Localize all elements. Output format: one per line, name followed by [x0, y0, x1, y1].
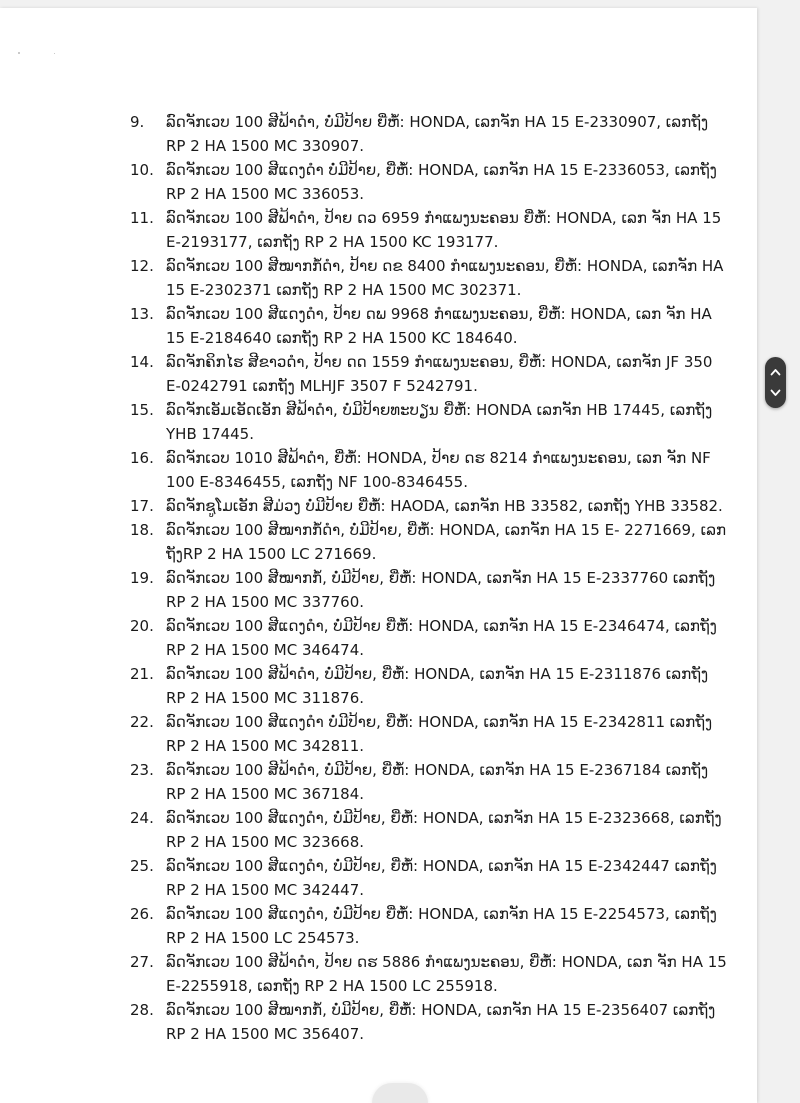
document-page: [0, 8, 757, 1103]
list-item: [130, 350, 730, 398]
list-item: [130, 806, 730, 854]
vehicle-list: [130, 110, 730, 1046]
item-text: ລົດຈັກເອັມເອັດເອັກ ສີຟ້າດຳ, ບໍ່ມີປ້າຍທະບຽນ ຍີ່ຫໍ້: HONDA ເລກຈັກ HB 17445, ເລກຖັງ YHB 17445.: [166, 401, 713, 443]
list-item: [130, 110, 730, 158]
fast-scroll-handle[interactable]: [765, 357, 786, 408]
item-text: ລົດຈັກຊູໂມເອັກ ສີມ່ວງ ບໍ່ມີປ້າຍ ຍີ່ຫໍ້: HAODA, ເລກຈັກ HB 33582, ເລກຖັງ YHB 33582.: [166, 497, 723, 515]
item-number: 24.: [130, 809, 154, 827]
item-number: 18.: [130, 521, 154, 539]
item-number: 27.: [130, 953, 154, 971]
list-item: [130, 446, 730, 494]
item-text: ລົດຈັກເວບ 100 ສີໝາກກໍ້, ບໍ່ມີປ້າຍ, ຍີ່ຫໍ້: HONDA, ເລກຈັກ HA 15 E-2337760 ເລກຖັງ RP 2 HA 1500 MC 337760.: [166, 569, 716, 611]
item-text: ລົດຈັກເວບ 100 ສີຟ້າດຳ, ບໍ່ມີປ້າຍ, ຍີ່ຫໍ້: HONDA, ເລກຈັກ HA 15 E-2311876 ເລກຖັງ RP 2 HA 1500 MC 311876.: [166, 665, 709, 707]
item-text: ລົດຈັກເວບ 100 ສີໝາກກໍ້ດຳ, ບໍ່ມີປ້າຍ, ຍີ່ຫໍ້: HONDA, ເລກຈັກ HA 15 E- 2271669, ເລກ ຖັງRP 2 HA 1500 LC 271669.: [166, 521, 727, 563]
list-item: [130, 158, 730, 206]
list-item: [130, 998, 730, 1046]
item-text: ລົດຈັກເວບ 100 ສີແດງດຳ, ບໍ່ມີປ້າຍ ຍີ່ຫໍ້: HONDA, ເລກຈັກ HA 15 E-2346474, ເລກຖັງ RP 2 HA 1500 MC 346474.: [166, 617, 717, 659]
scan-speck: [18, 52, 20, 54]
list-item: [130, 494, 730, 518]
item-text: ລົດຈັກເວບ 100 ສີແດງດຳ, ບໍ່ມີປ້າຍ ຍີ່ຫໍ້: HONDA, ເລກຈັກ HA 15 E-2254573, ເລກຖັງ RP 2 HA 1500 LC 254573.: [166, 905, 717, 947]
item-text: ລົດຈັກຄິກໄຮ ສີຂາວດຳ, ປ້າຍ ດດ 1559 ກຳແພງນະຄອນ, ຍີ່ຫໍ້: HONDA, ເລກຈັກ JF 350 E-0242791 ເລກຖັງ MLHJF 3507 F 5242791.: [166, 353, 713, 395]
item-number: 19.: [130, 569, 154, 587]
list-item: [130, 854, 730, 902]
list-item: [130, 518, 730, 566]
item-text: ລົດຈັກເວບ 100 ສີຟ້າດຳ, ປ້າຍ ດວ 6959 ກຳແພງນະຄອນ ຍີ່ຫໍ້: HONDA, ເລກ ຈັກ HA 15 E-2193177, ເລກຖັງ RP 2 HA 1500 KC 193177.: [166, 209, 722, 251]
item-text: ລົດຈັກເວບ 100 ສີຟ້າດຳ, ປ້າຍ ດຮ 5886 ກຳແພງນະຄອນ, ຍີ່ຫໍ້: HONDA, ເລກ ຈັກ HA 15 E-2255918, ເລກຖັງ RP 2 HA 1500 LC 255918.: [166, 953, 727, 995]
item-number: 16.: [130, 449, 154, 467]
item-number: 10.: [130, 161, 154, 179]
item-number: 21.: [130, 665, 154, 683]
item-number: 22.: [130, 713, 154, 731]
list-item: [130, 206, 730, 254]
list-item: [130, 254, 730, 302]
list-item: [130, 710, 730, 758]
item-text: ລົດຈັກເວບ 100 ສີແດງດຳ ບໍ່ມີປ້າຍ, ຍີ່ຫໍ້: HONDA, ເລກຈັກ HA 15 E-2342811 ເລກຖັງ RP 2 HA 1500 MC 342811.: [166, 713, 713, 755]
list-item: [130, 902, 730, 950]
item-number: 20.: [130, 617, 154, 635]
chevron-down-icon: [770, 389, 781, 397]
list-item: [130, 398, 730, 446]
item-number: 12.: [130, 257, 154, 275]
scan-speck: [54, 53, 55, 54]
item-text: ລົດຈັກເວບ 100 ສີໝາກກໍ້, ບໍ່ມີປ້າຍ, ຍີ່ຫໍ້: HONDA, ເລກຈັກ HA 15 E-2356407 ເລກຖັງ RP 2 HA 1500 MC 356407.: [166, 1001, 716, 1043]
page-nav-button[interactable]: [372, 1083, 428, 1103]
item-text: ລົດຈັກເວບ 100 ສີແດງດຳ, ບໍ່ມີປ້າຍ, ຍີ່ຫໍ້: HONDA, ເລກຈັກ HA 15 E-2323668, ເລກຖັງ RP 2 HA 1500 MC 323668.: [166, 809, 722, 851]
item-number: 11.: [130, 209, 154, 227]
list-item: [130, 302, 730, 350]
chevron-up-icon: [770, 368, 781, 376]
item-number: 26.: [130, 905, 154, 923]
list-item: [130, 614, 730, 662]
list-item: [130, 566, 730, 614]
list-item: [130, 758, 730, 806]
item-text: ລົດຈັກເວບ 100 ສີຟ້າດຳ, ບໍ່ມີປ້າຍ, ຍີ່ຫໍ້: HONDA, ເລກຈັກ HA 15 E-2367184 ເລກຖັງ RP 2 HA 1500 MC 367184.: [166, 761, 709, 803]
item-number: 28.: [130, 1001, 154, 1019]
list-item: [130, 662, 730, 710]
item-number: 13.: [130, 305, 154, 323]
item-number: 15.: [130, 401, 154, 419]
item-number: 23.: [130, 761, 154, 779]
item-text: ລົດຈັກເວບ 100 ສີແດງດຳ, ປ້າຍ ດພ 9968 ກຳແພງນະຄອນ, ຍີ່ຫໍ້: HONDA, ເລກ ຈັກ HA 15 E-2184640 ເລກຖັງ RP 2 HA 1500 KC 184640.: [166, 305, 712, 347]
item-text: ລົດຈັກເວບ 1010 ສີຟ້າດຳ, ຍີ່ຫໍ້: HONDA, ປ້າຍ ດຮ 8214 ກຳແພງນະຄອນ, ເລກ ຈັກ NF 100 E-8346455, ເລກຖັງ NF 100-8346455.: [166, 449, 711, 491]
item-text: ລົດຈັກເວບ 100 ສີແດງດຳ, ບໍ່ມີປ້າຍ, ຍີ່ຫໍ້: HONDA, ເລກຈັກ HA 15 E-2342447 ເລກຖັງ RP 2 HA 1500 MC 342447.: [166, 857, 717, 899]
item-number: 9.: [130, 113, 145, 131]
item-text: ລົດຈັກເວບ 100 ສີແດງດຳ ບໍ່ມີປ້າຍ, ຍີ່ຫໍ້: HONDA, ເລກຈັກ HA 15 E-2336053, ເລກຖັງ RP 2 HA 1500 MC 336053.: [166, 161, 717, 203]
item-number: 17.: [130, 497, 154, 515]
item-number: 25.: [130, 857, 154, 875]
list-item: [130, 950, 730, 998]
item-text: ລົດຈັກເວບ 100 ສີໝາກກໍ້ດຳ, ປ້າຍ ດຂ 8400 ກຳແພງນະຄອນ, ຍີ່ຫໍ້: HONDA, ເລກຈັກ HA 15 E-2302371 ເລກຖັງ RP 2 HA 1500 MC 302371.: [166, 257, 724, 299]
item-number: 14.: [130, 353, 154, 371]
item-text: ລົດຈັກເວບ 100 ສີຟ້າດຳ, ບໍ່ມີປ້າຍ ຍີ່ຫໍ້: HONDA, ເລກຈັກ HA 15 E-2330907, ເລກຖັງ RP 2 HA 1500 MC 330907.: [166, 113, 709, 155]
